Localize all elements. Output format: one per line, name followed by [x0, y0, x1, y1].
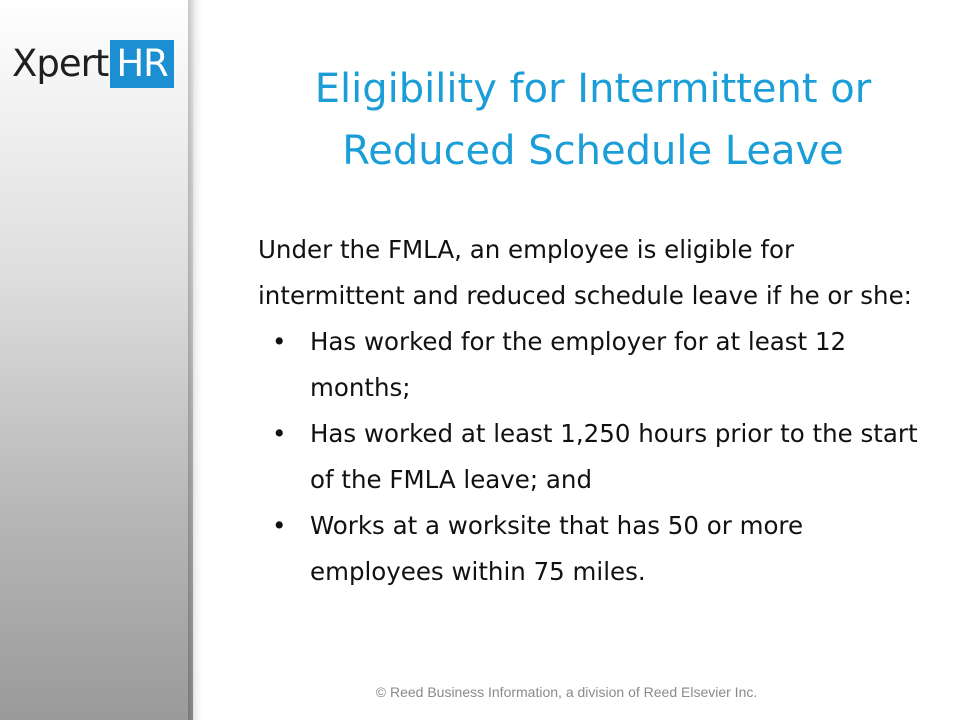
- list-item-text: Has worked for the employer for at least 12 months;: [310, 327, 847, 402]
- logo-text-xpert: Xpert: [12, 42, 109, 85]
- bullet-icon: •: [272, 511, 287, 540]
- slide-body: [258, 227, 938, 595]
- intro-paragraph: Under the FMLA, an employee is eligible for intermittent and reduced schedule leave if he or she:: [258, 235, 912, 310]
- title-line-2: Reduced Schedule Leave: [342, 128, 844, 174]
- list-item-text: Has worked at least 1,250 hours prior to the start of the FMLA leave; and: [310, 419, 918, 494]
- sidebar-shadow: [188, 0, 202, 720]
- title-line-1: Eligibility for Intermittent or: [314, 66, 872, 112]
- slide-title: [258, 58, 928, 182]
- bullet-icon: •: [272, 327, 287, 356]
- sidebar-gradient-panel: [0, 0, 193, 720]
- list-item: [258, 319, 938, 411]
- eligibility-list: [258, 319, 938, 595]
- list-item: [258, 411, 938, 503]
- list-item: [258, 503, 938, 595]
- logo-text-hr: HR: [110, 40, 174, 88]
- bullet-icon: •: [272, 419, 287, 448]
- xperthr-logo: [12, 40, 174, 88]
- list-item-text: Works at a worksite that has 50 or more employees within 75 miles.: [310, 511, 804, 586]
- copyright-footer: © Reed Business Information, a division of Reed Elsevier Inc.: [375, 684, 758, 700]
